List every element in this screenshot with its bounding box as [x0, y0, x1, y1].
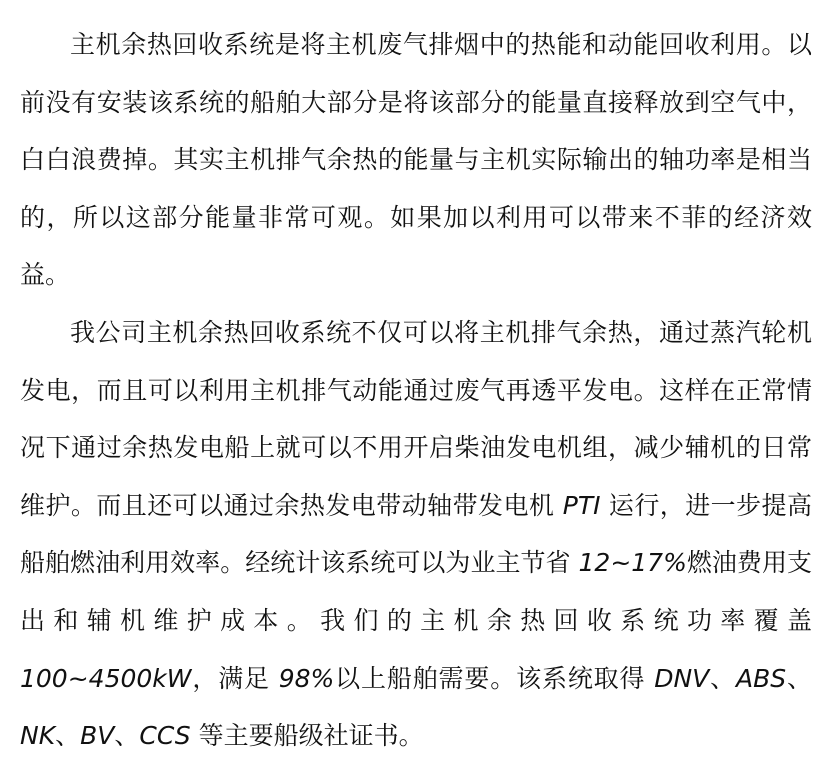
cert-ccs: CCS: [139, 721, 191, 751]
fuel-saving-value: 12~17%: [570, 548, 687, 578]
paragraph-2-text-2: 运行，进一步提高船舶燃油利用效率。经统计该系统可以为业主节省: [20, 490, 812, 578]
cert-separator-1: 、: [709, 663, 736, 693]
power-range-value: 100~4500kW: [20, 663, 192, 693]
paragraph-2-text-4: ，满足: [191, 663, 270, 693]
ship-coverage-value: 98%: [269, 663, 335, 693]
paragraph-2-text-3: 燃油费用支出和辅机维护成本。我们的主机余热回收系统功率覆盖: [20, 548, 812, 635]
cert-dnv: DNV: [645, 663, 710, 693]
cert-separator-2: 、: [786, 663, 812, 693]
paragraph-2-text-6: 等主要船级社证书。: [190, 721, 424, 751]
paragraph-1-text: 主机余热回收系统是将主机废气排烟中的热能和动能回收利用。以前没有安装该系统的船舶大部分是将该部分的能量直接释放到空气中，白白浪费掉。其实主机排气余热的能量与主机实际输出的轴功率是相当的，所以这部分能量非常可观。如果加以利用可以带来不菲的经济效益。: [20, 30, 812, 290]
cert-abs: ABS: [735, 663, 787, 693]
paragraph-2-text-1: 我公司主机余热回收系统不仅可以将主机排气余热，通过蒸汽轮机发电，而且可以利用主机排气动能通过废气再透平发电。这样在正常情况下通过余热发电船上就可以不用开启柴油发电机组，减少辅机的日常维护。而且还可以通过余热发电带动轴带发电机: [20, 317, 812, 520]
paragraph-2-text-5: 以上船舶需要。该系统取得: [334, 663, 646, 693]
cert-separator-3: 、: [55, 721, 81, 751]
paragraph-company-system: [20, 304, 812, 765]
cert-bv: BV: [80, 721, 115, 751]
pti-term: PTI: [554, 490, 601, 520]
document-body: [20, 16, 812, 765]
paragraph-waste-heat-intro: [20, 16, 812, 304]
cert-nk: NK: [20, 721, 56, 751]
cert-separator-4: 、: [114, 721, 140, 751]
